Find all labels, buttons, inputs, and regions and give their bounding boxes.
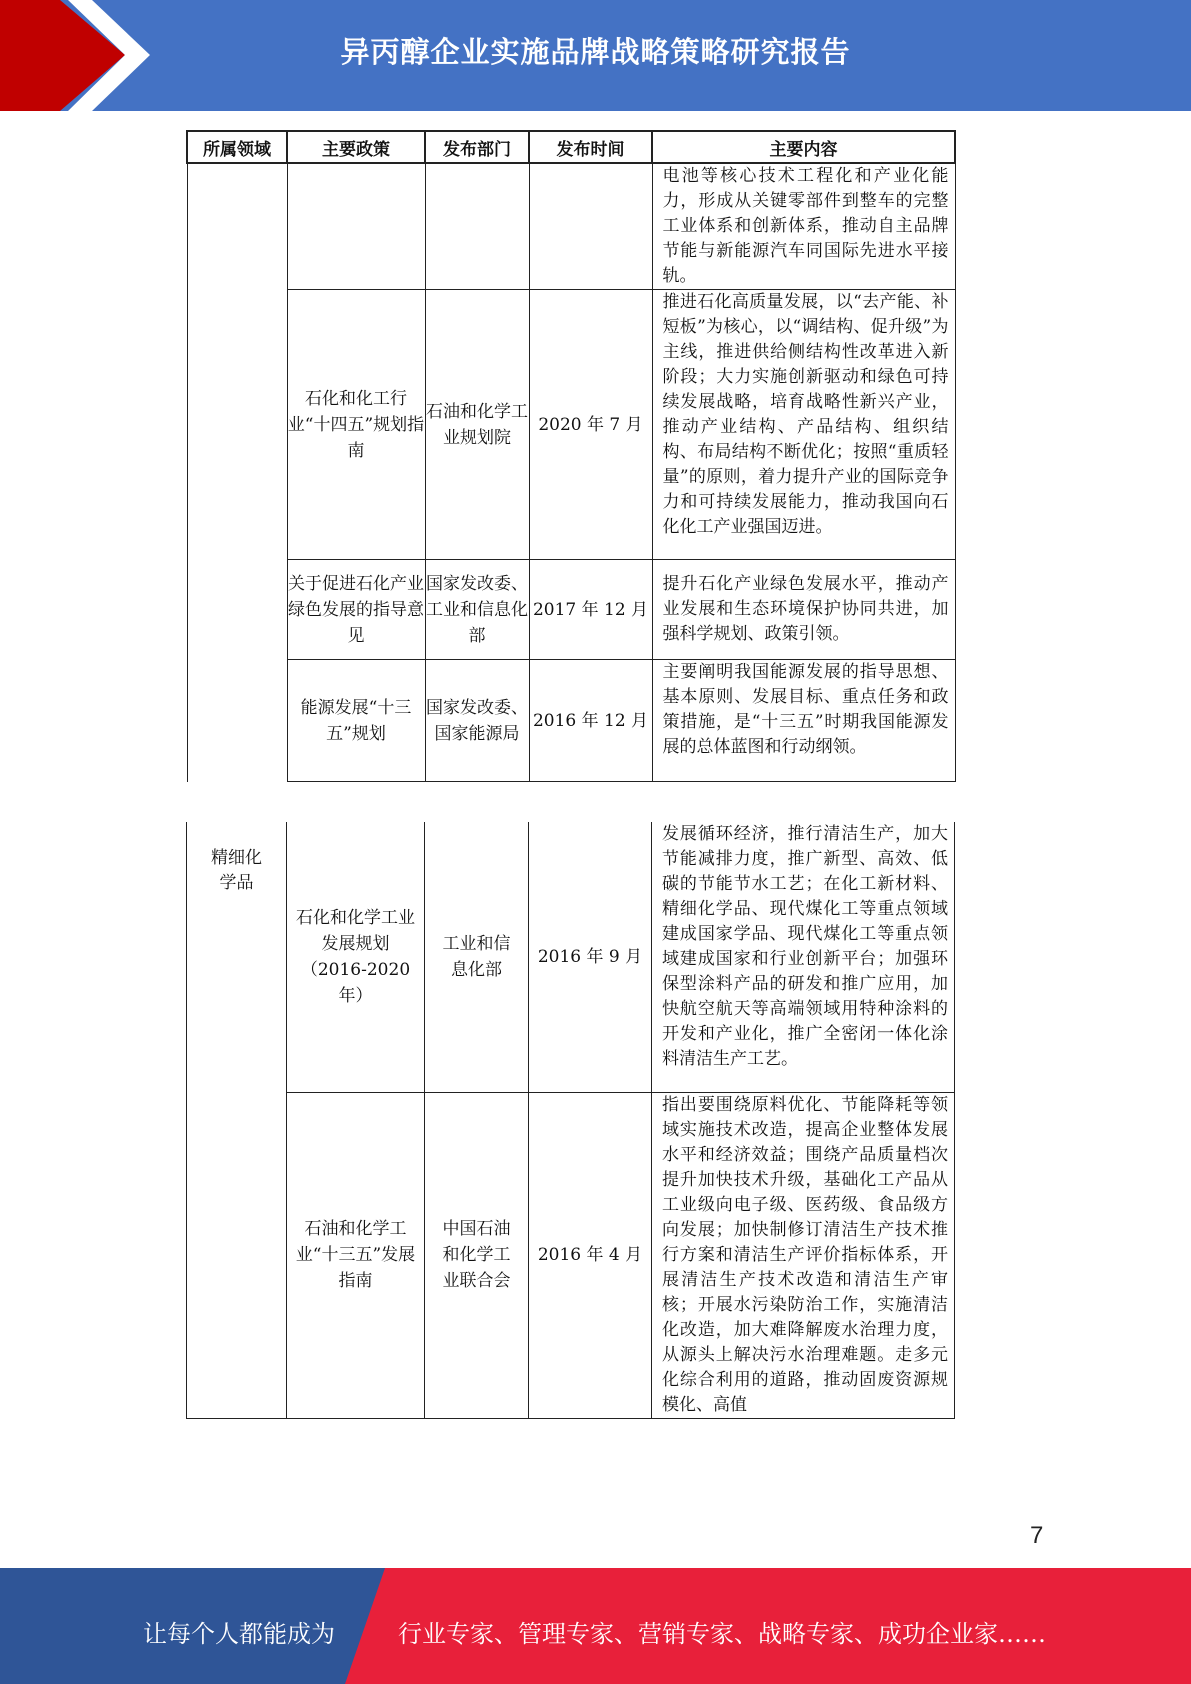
field-cell bbox=[187, 163, 287, 782]
department-text: 中国石油和化学工业联合会 bbox=[442, 1219, 511, 1291]
department-cell bbox=[425, 163, 529, 290]
policy-text: 石油和化学工业“十三五”发展指南 bbox=[295, 1219, 416, 1291]
content-cell: 主要阐明我国能源发展的指导思想、基本原则、发展目标、重点任务和政策措施，是“十三五”时期我国能源发展的总体蓝图和行动纲领。 bbox=[652, 660, 955, 782]
policy-cell bbox=[287, 822, 425, 1092]
page-footer bbox=[0, 1568, 1191, 1684]
header-policy: 主要政策 bbox=[287, 131, 425, 163]
department-cell bbox=[425, 822, 529, 1092]
content-cell: 提升石化产业绿色发展水平，推动产业发展和生态环境保护协同共进，加强科学规划、政策引领。 bbox=[652, 560, 955, 660]
table-row bbox=[187, 1092, 955, 1418]
field-label: 精细化学品 bbox=[211, 848, 262, 893]
policy-table-part2 bbox=[186, 822, 955, 1419]
header-date: 发布时间 bbox=[529, 131, 652, 163]
policy-cell: 关于促进石化产业绿色发展的指导意见 bbox=[287, 560, 425, 660]
report-title: 异丙醇企业实施品牌战略策略研究报告 bbox=[340, 35, 851, 69]
policy-cell: 能源发展“十三五”规划 bbox=[287, 660, 425, 782]
header-department: 发布部门 bbox=[425, 131, 529, 163]
content-cell: 电池等核心技术工程化和产业化能力，形成从关键零部件到整车的完整工业体系和创新体系，推动自主品牌节能与新能源汽车同国际先进水平接轨。 bbox=[652, 163, 955, 290]
content-cell: 指出要围绕原料优化、节能降耗等领域实施技术改造，提高企业整体发展水平和经济效益；围绕产品质量档次提升加快技术升级，基础化工产品从工业级向电子级、医药级、食品级方向发展；加快制修订清洁生产技术推行方案和清洁生产评价指标体系，开展清洁生产技术改造和清洁生产审核；开展水污染防治工作，实施清洁化改造，加大难降解废水治理力度，从源头上解决污水治理难题。走多元化综合利用的道路，推动固废资源规模化、高值 bbox=[652, 1092, 955, 1418]
table-row bbox=[187, 822, 955, 1092]
content-cell: 推进石化高质量发展，以“去产能、补短板”为核心，以“调结构、促升级”为主线，推进供给侧结构性改革进入新阶段；大力实施创新驱动和绿色可持续发展战略，培育战略性新兴产业，推动产业结构、产品结构、组织结构、布局结构不断优化；按照“重质轻量”的原则，着力提升产业的国际竞争力和可持续发展能力，推动我国向石化化工产业强国迈进。 bbox=[652, 290, 955, 560]
date-cell: 2016 年 9 月 bbox=[529, 822, 652, 1092]
department-text: 工业和信息化部 bbox=[442, 933, 511, 980]
department-cell: 国家发改委、国家能源局 bbox=[425, 660, 529, 782]
date-cell bbox=[529, 163, 652, 290]
policy-text: 石化和化学工业发展规划（2016-2020 年） bbox=[296, 907, 415, 1006]
footer-slogan-left: 让每个人都能成为 bbox=[143, 1620, 335, 1648]
policy-table-part1 bbox=[186, 130, 956, 782]
date-cell: 2016 年 4 月 bbox=[529, 1092, 652, 1418]
department-cell: 石油和化学工业规划院 bbox=[425, 290, 529, 560]
policy-cell: 石化和化工行业“十四五”规划指南 bbox=[287, 290, 425, 560]
footer-slogan-right: 行业专家、管理专家、营销专家、战略专家、成功企业家…… bbox=[398, 1620, 1046, 1648]
table-row bbox=[187, 290, 955, 560]
header-field: 所属领域 bbox=[187, 131, 287, 163]
page-header bbox=[0, 0, 1191, 111]
date-cell: 2016 年 12 月 bbox=[529, 660, 652, 782]
page-number: 7 bbox=[1030, 1522, 1044, 1549]
date-cell: 2017 年 12 月 bbox=[529, 560, 652, 660]
policy-cell bbox=[287, 1092, 425, 1418]
content-cell: 发展循环经济，推行清洁生产，加大节能减排力度，推广新型、高效、低碳的节能节水工艺；在化工新材料、精细化学品、现代煤化工等重点领域建成国家学品、现代煤化工等重点领域建成国家和行业创新平台；加强环保型涂料产品的研发和推广应用，加快航空航天等高端领域用特种涂料的开发和产业化，推广全密闭一体化涂料清洁生产工艺。 bbox=[652, 822, 955, 1092]
table-header-row bbox=[187, 131, 955, 163]
policy-cell bbox=[287, 163, 425, 290]
department-cell bbox=[425, 1092, 529, 1418]
department-cell: 国家发改委、工业和信息化部 bbox=[425, 560, 529, 660]
table-row bbox=[187, 560, 955, 660]
table-row bbox=[187, 163, 955, 290]
date-cell: 2020 年 7 月 bbox=[529, 290, 652, 560]
field-cell bbox=[187, 822, 287, 1418]
table-row bbox=[187, 660, 955, 782]
header-content: 主要内容 bbox=[652, 131, 955, 163]
